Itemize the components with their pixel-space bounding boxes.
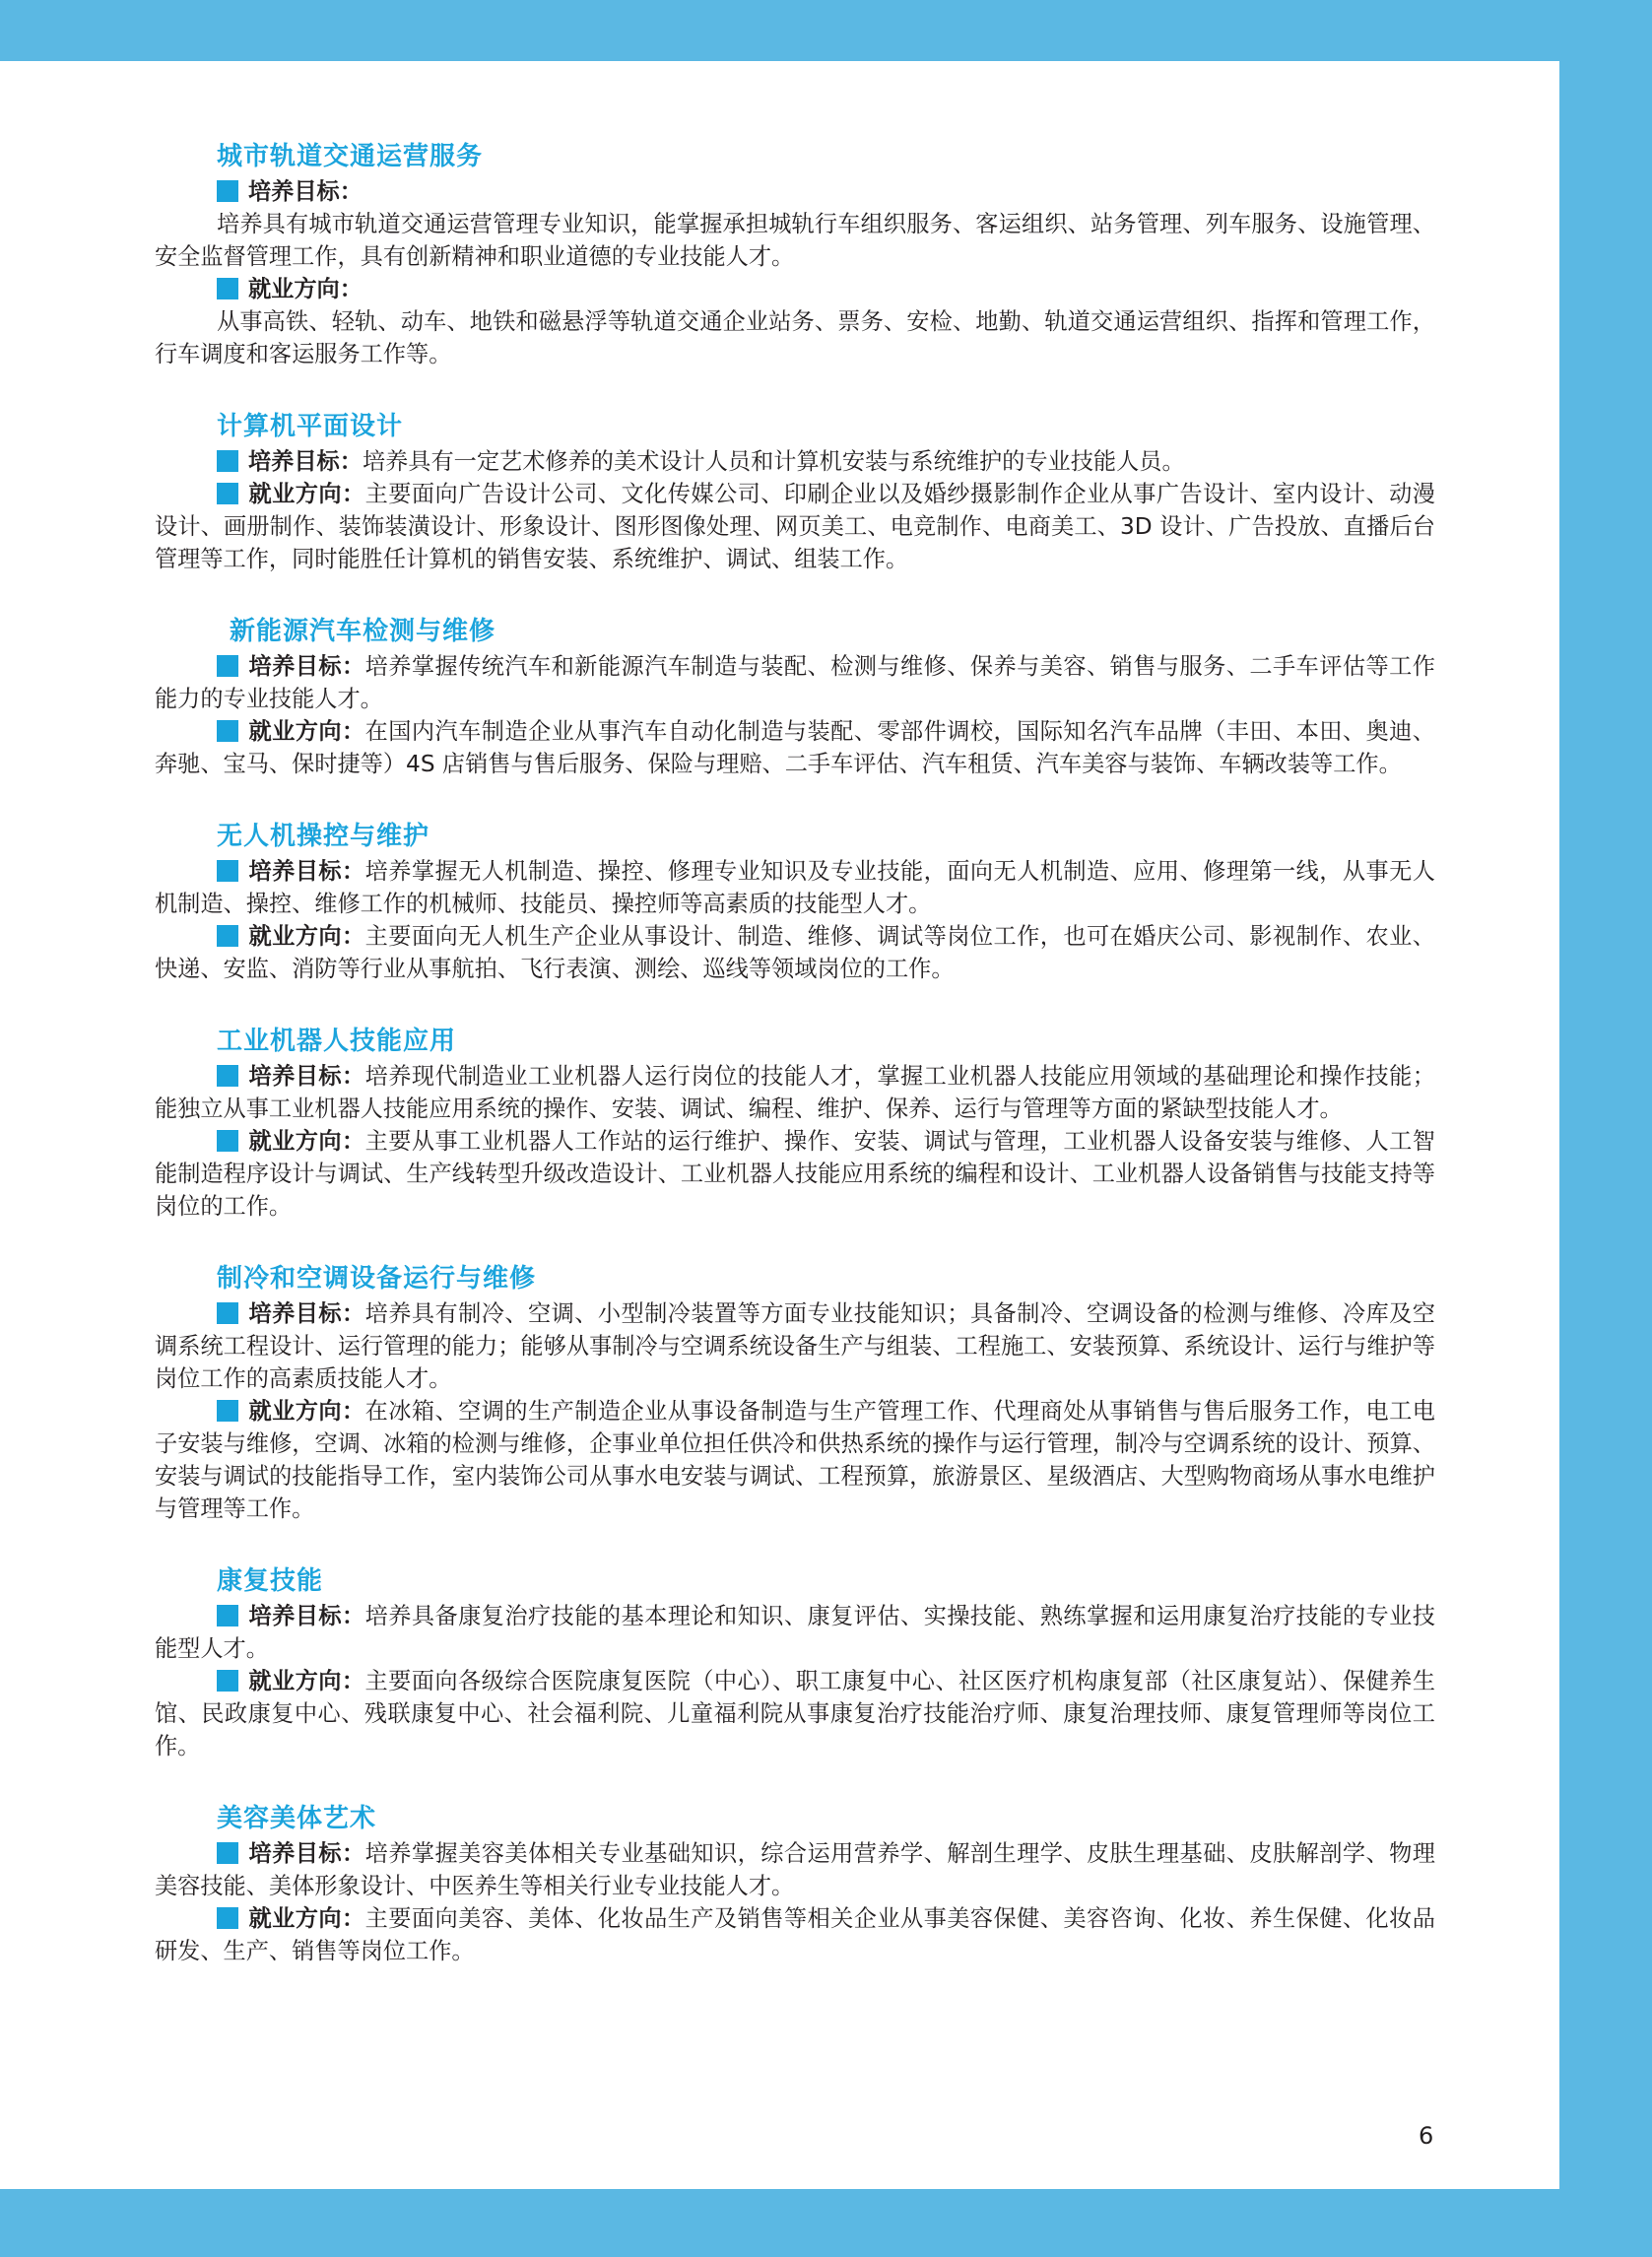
job-label: 就业方向： xyxy=(248,276,363,302)
goal-row xyxy=(155,1600,1435,1665)
job-label: 就业方向： xyxy=(248,1905,365,1932)
job-label: 就业方向： xyxy=(248,718,365,745)
section-title: 康复技能 xyxy=(217,1566,324,1596)
section-title: 计算机平面设计 xyxy=(217,412,404,441)
job-row xyxy=(155,1665,1435,1762)
page-sheet xyxy=(0,61,1559,2189)
job-row xyxy=(155,1902,1435,1967)
goal-label: 培养目标： xyxy=(248,1603,365,1629)
square-bullet-icon xyxy=(217,180,238,202)
goal-text: 培养现代制造业工业机器人运行岗位的技能人才，掌握工业机器人技能应用领域的基础理论和操作技能；能独立从事工业机器人技能应用系统的操作、安装、调试、编程、维护、保养、运行与管理等方面的紧缺型技能人才。 xyxy=(155,1063,1435,1122)
goal-row xyxy=(155,650,1435,715)
job-row xyxy=(155,478,1435,575)
goal-row xyxy=(155,1297,1435,1395)
section-title: 城市轨道交通运营服务 xyxy=(217,142,484,171)
goal-text: 培养掌握无人机制造、操控、修理专业知识及专业技能，面向无人机制造、应用、修理第一线，从事无人机制造、操控、维修工作的机械师、技能员、操控师等高素质的技能型人才。 xyxy=(155,858,1435,917)
section-rehabilitation xyxy=(155,1564,1435,1762)
section-drone xyxy=(155,820,1435,985)
page-number: 6 xyxy=(1419,2122,1434,2150)
square-bullet-icon xyxy=(217,1130,238,1152)
job-text: 从事高铁、轻轨、动车、地铁和磁悬浮等轨道交通企业站务、票务、安检、地勤、轨道交通运营组织、指挥和管理工作，行车调度和客运服务工作等。 xyxy=(155,308,1435,367)
job-row xyxy=(155,920,1435,985)
job-text: 在冰箱、空调的生产制造企业从事设备制造与生产管理工作、代理商处从事销售与售后服务工作，电工电子安装与维修，空调、冰箱的检测与维修，企事业单位担任供冷和供热系统的操作与运行管理，制冷与空调系统的设计、预算、安装与调试的技能指导工作，室内装饰公司从事水电安装与调试、工程预算，旅游景区、星级酒店、大型购物商场从事水电维护与管理等工作。 xyxy=(155,1398,1435,1522)
job-row xyxy=(155,1395,1435,1525)
section-title: 制冷和空调设备运行与维修 xyxy=(217,1264,537,1294)
goal-row xyxy=(155,855,1435,920)
square-bullet-icon xyxy=(217,925,238,947)
goal-label: 培养目标： xyxy=(248,858,365,885)
square-bullet-icon xyxy=(217,720,238,742)
goal-row xyxy=(155,1060,1435,1125)
goal-text: 培养具备康复治疗技能的基本理论和知识、康复评估、实操技能、熟练掌握和运用康复治疗技能的专业技能型人才。 xyxy=(155,1603,1435,1662)
square-bullet-icon xyxy=(217,450,238,472)
goal-row xyxy=(217,175,1435,208)
job-text: 主要从事工业机器人工作站的运行维护、操作、安装、调试与管理，工业机器人设备安装与维修、人工智能制造程序设计与调试、生产线转型升级改造设计、工业机器人技能应用系统的编程和设计、工业机器人设备销售与技能支持等岗位的工作。 xyxy=(155,1128,1435,1220)
job-text: 主要面向美容、美体、化妆品生产及销售等相关企业从事美容保健、美容咨询、化妆、养生保健、化妆品研发、生产、销售等岗位工作。 xyxy=(155,1905,1435,1964)
square-bullet-icon xyxy=(217,278,238,299)
job-label: 就业方向： xyxy=(248,1128,365,1155)
section-urban-rail xyxy=(155,140,1435,370)
section-new-energy-vehicle xyxy=(155,615,1435,780)
job-text: 主要面向各级综合医院康复医院（中心）、职工康复中心、社区医疗机构康复部（社区康复站）、保健养生馆、民政康复中心、残联康复中心、社会福利院、儿童福利院从事康复治疗技能治疗师、康复治理技师、康复管理师等岗位工作。 xyxy=(155,1668,1436,1759)
square-bullet-icon xyxy=(217,1400,238,1422)
square-bullet-icon xyxy=(217,1302,238,1324)
square-bullet-icon xyxy=(217,1907,238,1929)
square-bullet-icon xyxy=(217,1605,238,1626)
goal-text: 培养具有一定艺术修养的美术设计人员和计算机安装与系统维护的专业技能人员。 xyxy=(362,448,1185,475)
job-label: 就业方向： xyxy=(248,1398,365,1425)
goal-text: 培养掌握传统汽车和新能源汽车制造与装配、检测与维修、保养与美容、销售与服务、二手车评估等工作能力的专业技能人才。 xyxy=(155,653,1435,712)
section-title: 工业机器人技能应用 xyxy=(217,1027,457,1056)
square-bullet-icon xyxy=(217,655,238,677)
section-title: 新能源汽车检测与维修 xyxy=(230,617,496,646)
job-label: 就业方向： xyxy=(248,481,365,507)
job-text: 在国内汽车制造企业从事汽车自动化制造与装配、零部件调校，国际知名汽车品牌（丰田、本田、奥迪、奔驰、宝马、保时捷等）4S 店销售与售后服务、保险与理赔、二手车评估、汽车租赁、汽车美容与装饰、车辆改装等工作。 xyxy=(155,718,1435,777)
section-refrigeration xyxy=(155,1262,1435,1525)
job-row xyxy=(155,1125,1435,1223)
job-label: 就业方向： xyxy=(248,923,365,950)
square-bullet-icon xyxy=(217,483,238,504)
section-industrial-robot xyxy=(155,1025,1435,1223)
job-row xyxy=(155,715,1435,780)
goal-label: 培养目标： xyxy=(248,178,363,205)
job-text: 主要面向无人机生产企业从事设计、制造、维修、调试等岗位工作，也可在婚庆公司、影视制作、农业、快递、安监、消防等行业从事航拍、飞行表演、测绘、巡线等领域岗位的工作。 xyxy=(155,923,1435,982)
goal-label: 培养目标： xyxy=(248,1063,365,1090)
goal-label: 培养目标： xyxy=(248,448,363,475)
goal-text: 培养具有制冷、空调、小型制冷装置等方面专业技能知识；具备制冷、空调设备的检测与维修、冷库及空调系统工程设计、运行管理的能力；能够从事制冷与空调系统设备生产与组装、工程施工、安装预算、系统设计、运行与维护等岗位工作的高素质技能人才。 xyxy=(155,1300,1435,1392)
section-beauty xyxy=(155,1802,1435,1967)
goal-label: 培养目标： xyxy=(248,1840,365,1867)
job-row xyxy=(217,273,1435,305)
square-bullet-icon xyxy=(217,1065,238,1087)
content-area xyxy=(155,140,1435,2007)
goal-label: 培养目标： xyxy=(248,653,365,680)
job-text: 主要面向广告设计公司、文化传媒公司、印刷企业以及婚纱摄影制作企业从事广告设计、室内设计、动漫设计、画册制作、装饰装潢设计、形象设计、图形图像处理、网页美工、电竞制作、电商美工、3D 设计、广告投放、直播后台管理等工作，同时能胜任计算机的销售安装、系统维护、调试、组装工作。 xyxy=(155,481,1435,572)
goal-text: 培养具有城市轨道交通运营管理专业知识，能掌握承担城轨行车组织服务、客运组织、站务管理、列车服务、设施管理、安全监督管理工作，具有创新精神和职业道德的专业技能人才。 xyxy=(155,211,1435,270)
goal-label: 培养目标： xyxy=(248,1300,365,1327)
section-graphic-design xyxy=(155,410,1435,575)
square-bullet-icon xyxy=(217,1842,238,1864)
section-title: 无人机操控与维护 xyxy=(217,822,430,851)
square-bullet-icon xyxy=(217,860,238,882)
square-bullet-icon xyxy=(217,1670,238,1692)
goal-text: 培养掌握美容美体相关专业基础知识，综合运用营养学、解剖生理学、皮肤生理基础、皮肤解剖学、物理美容技能、美体形象设计、中医养生等相关行业专业技能人才。 xyxy=(155,1840,1435,1899)
section-title: 美容美体艺术 xyxy=(217,1804,377,1833)
goal-row xyxy=(155,1837,1435,1902)
goal-row xyxy=(155,445,1435,478)
job-label: 就业方向： xyxy=(248,1668,365,1694)
